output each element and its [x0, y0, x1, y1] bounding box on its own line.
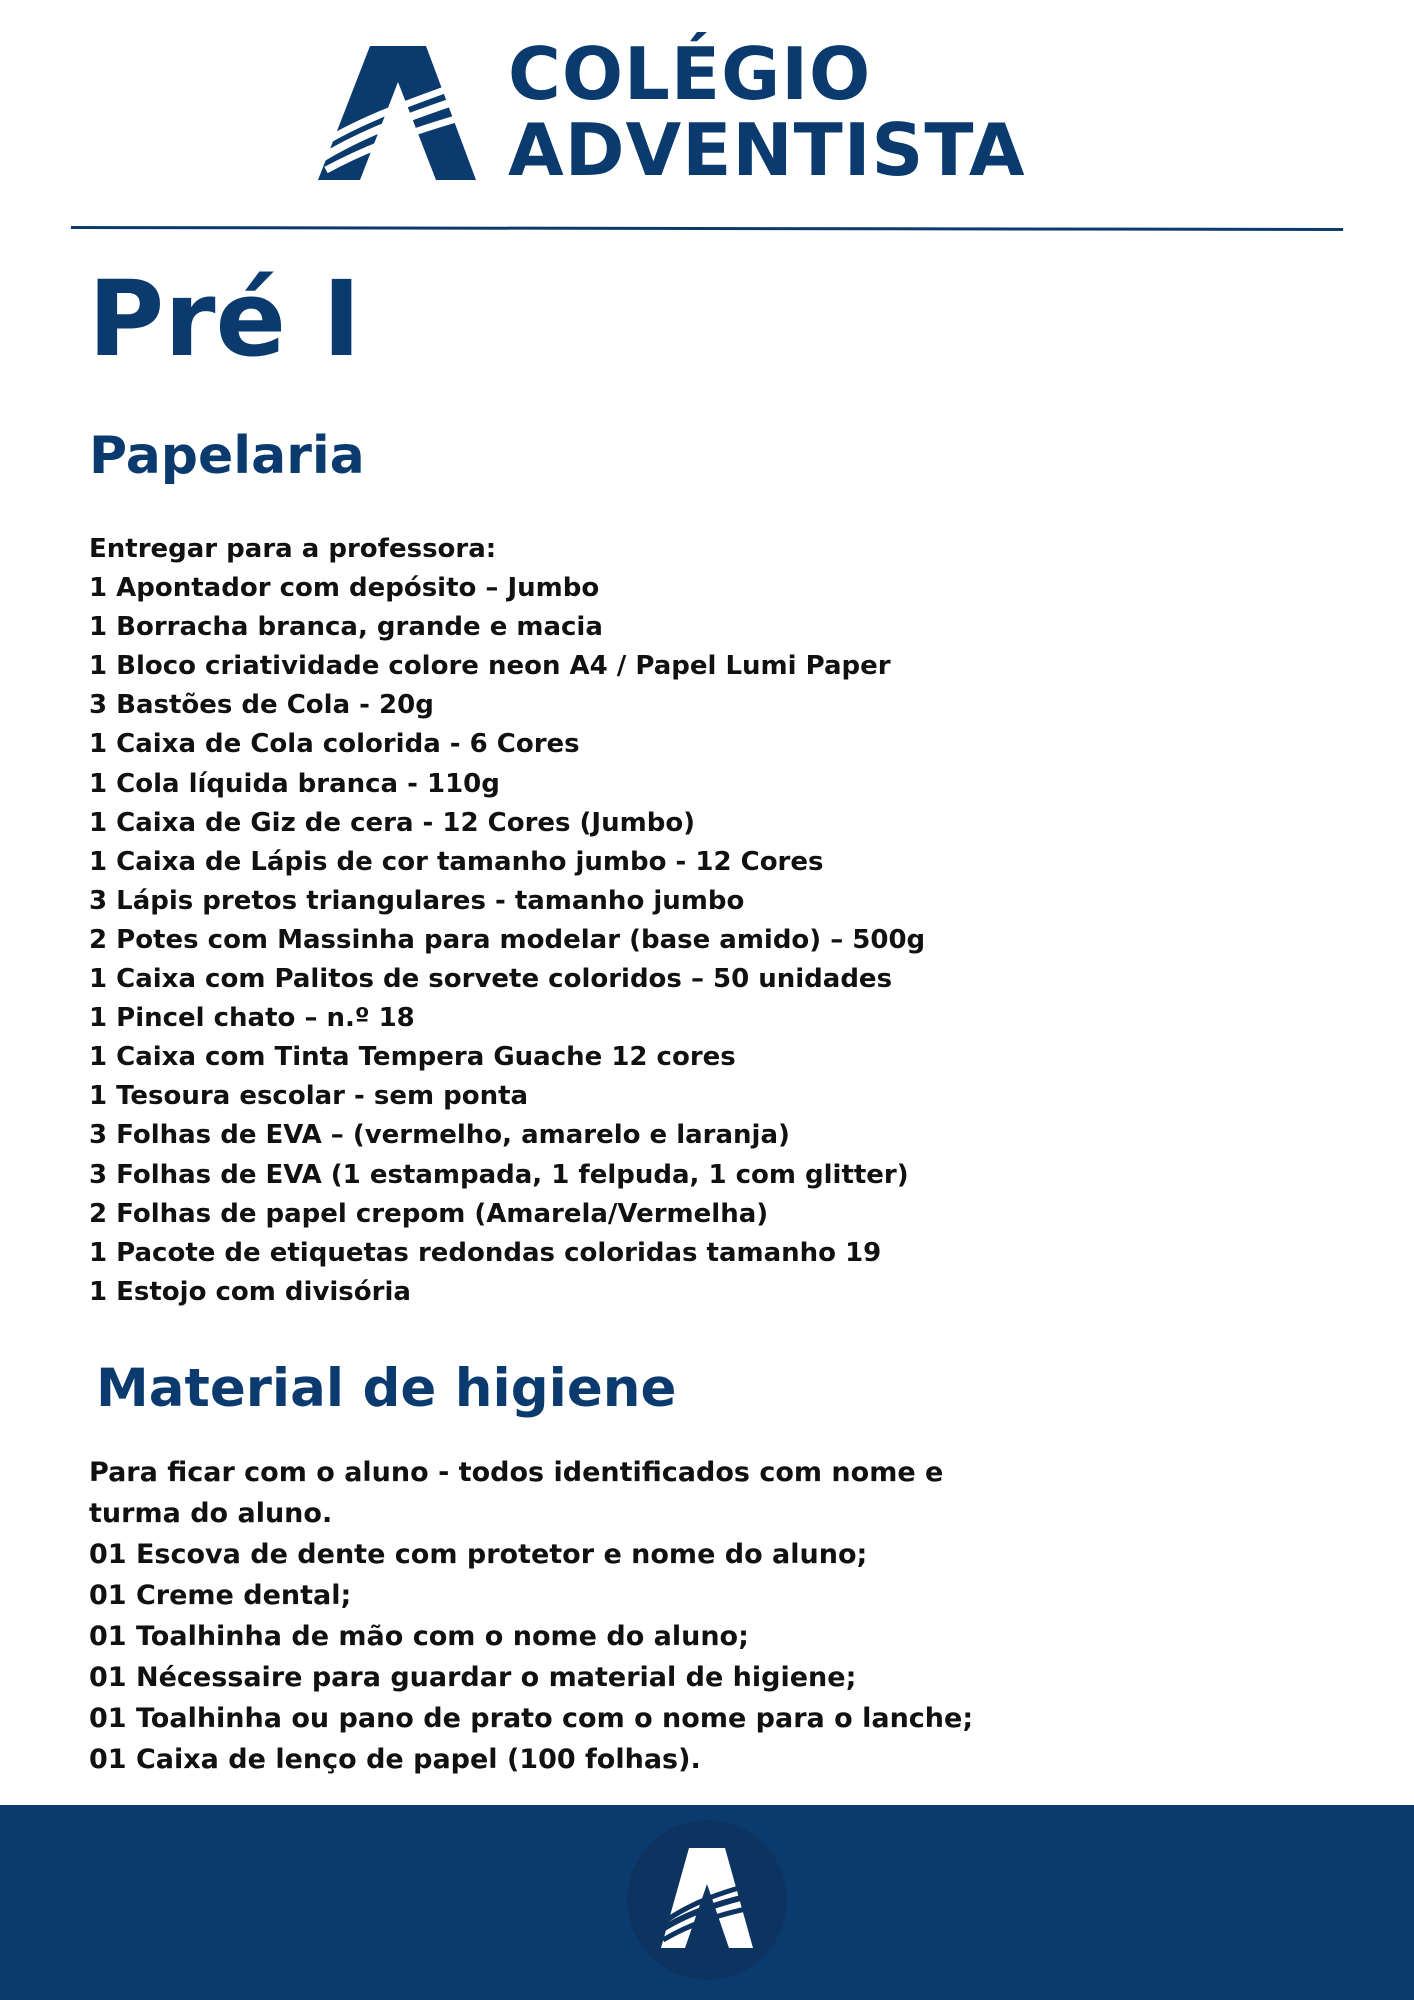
list-item: 1 Caixa com Tinta Tempera Guache 12 cores	[89, 1042, 736, 1073]
list-item: 3 Folhas de EVA – (vermelho, amarelo e laranja)	[89, 1120, 790, 1151]
list-item: 3 Bastões de Cola - 20g	[89, 690, 434, 721]
list-item: 2 Folhas de papel crepom (Amarela/Vermelha)	[89, 1198, 769, 1229]
list-item: 1 Estojo com divisória	[89, 1276, 411, 1307]
list-item: 1 Pacote de etiquetas redondas coloridas tamanho 19	[89, 1237, 882, 1268]
list-item: 1 Tesoura escolar - sem ponta	[89, 1081, 529, 1112]
adventista-logo-icon	[318, 46, 476, 180]
footer-logo-icon	[627, 1820, 787, 1980]
list-item: 1 Caixa de Cola colorida - 6 Cores	[89, 729, 580, 760]
hygiene-list	[89, 1452, 1089, 1780]
list-item: 1 Caixa de Lápis de cor tamanho jumbo - 12 Cores	[89, 846, 824, 877]
list-item: 1 Apontador com depósito – Jumbo	[89, 573, 600, 604]
list-item: 1 Caixa com Palitos de sorvete coloridos – 50 unidades	[89, 964, 893, 995]
list-item: 3 Folhas de EVA (1 estampada, 1 felpuda, 1 com glitter)	[89, 1159, 909, 1190]
logo-line-colegio: COLÉGIO	[508, 32, 872, 116]
section-heading-papelaria: Papelaria	[89, 426, 365, 486]
list-item: 01 Escova de dente com protetor e nome do aluno;	[89, 1539, 868, 1570]
page-title: Pré I	[88, 258, 361, 380]
logo-wordmark	[508, 32, 1068, 192]
list-item: 01 Creme dental;	[89, 1580, 352, 1611]
list-item: 1 Cola líquida branca - 110g	[89, 768, 500, 799]
header-logo	[318, 28, 1048, 192]
logo-line-adventista: ADVENTISTA	[508, 108, 1026, 192]
list-item: 01 Nécessaire para guardar o material de higiene;	[89, 1662, 857, 1693]
list-item: 3 Lápis pretos triangulares - tamanho jumbo	[89, 885, 745, 916]
hygiene-intro-line-1: Para ficar com o aluno - todos identificados com nome e	[89, 1457, 944, 1488]
hygiene-intro-line-2: turma do aluno.	[89, 1498, 333, 1529]
stationery-list	[89, 530, 1089, 1312]
list-item: 1 Caixa de Giz de cera - 12 Cores (Jumbo)	[89, 807, 696, 838]
stationery-intro: Entregar para a professora:	[89, 534, 497, 564]
list-item: 1 Borracha branca, grande e macia	[89, 612, 603, 643]
list-item: 01 Toalhinha de mão com o nome do aluno;	[89, 1621, 749, 1652]
list-item: 01 Toalhinha ou pano de prato com o nome para o lanche;	[89, 1703, 974, 1734]
header-divider	[71, 226, 1343, 231]
list-item: 1 Bloco criatividade colore neon A4 / Papel Lumi Paper	[89, 651, 891, 682]
list-item: 2 Potes com Massinha para modelar (base amido) – 500g	[89, 924, 926, 955]
list-item: 1 Pincel chato – n.º 18	[89, 1003, 415, 1034]
list-item: 01 Caixa de lenço de papel (100 folhas).	[89, 1744, 701, 1775]
section-heading-higiene: Material de higiene	[96, 1358, 677, 1419]
